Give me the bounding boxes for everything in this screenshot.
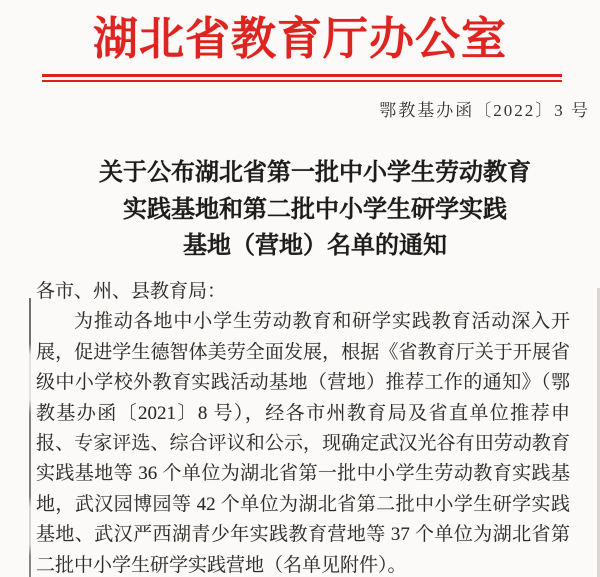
- letterhead-issuer-title: 湖北省教育厅办公室: [92, 14, 507, 64]
- salutation-line: 各市、州、县教育局：: [36, 281, 227, 302]
- document-reference-number: 鄂教基办函〔2022〕3 号: [379, 101, 590, 120]
- scan-edge-artifact-left: [29, 298, 31, 577]
- document-title-line-2: 实践基地和第二批中小学生研学实践: [123, 196, 507, 223]
- document-title-line-1: 关于公布湖北省第一批中小学生劳动教育: [99, 160, 531, 186]
- document-title: [30, 155, 600, 265]
- letterhead-double-rule: [42, 74, 562, 82]
- document-title-line-3: 基地（营地）名单的通知: [183, 233, 447, 259]
- main-paragraph: 为推动各地中小学生劳动教育和研学实践教育活动深入开展，促进学生德智体美劳全面发展，根据《省教育厅关于开展省级中小学校外教育实践活动基地（营地）推荐工作的通知》（鄂教基办函〔2021〕8 号），经各市州教育局及省直单位推荐申报、专家评选、综合评议和公示，现确定武汉光谷有田劳动教育实践基地等 36 个单位为湖北省第一批中小学生劳动教育实践基地，武汉园博园等 42 个单位为湖北省第二批中小学生研学实践基地、武汉严西湖青少年实践教育营地等 37 个单位为湖北省第二批中小学生研学实践营地（名单见附件）。: [36, 311, 570, 576]
- document-body: [36, 277, 570, 577]
